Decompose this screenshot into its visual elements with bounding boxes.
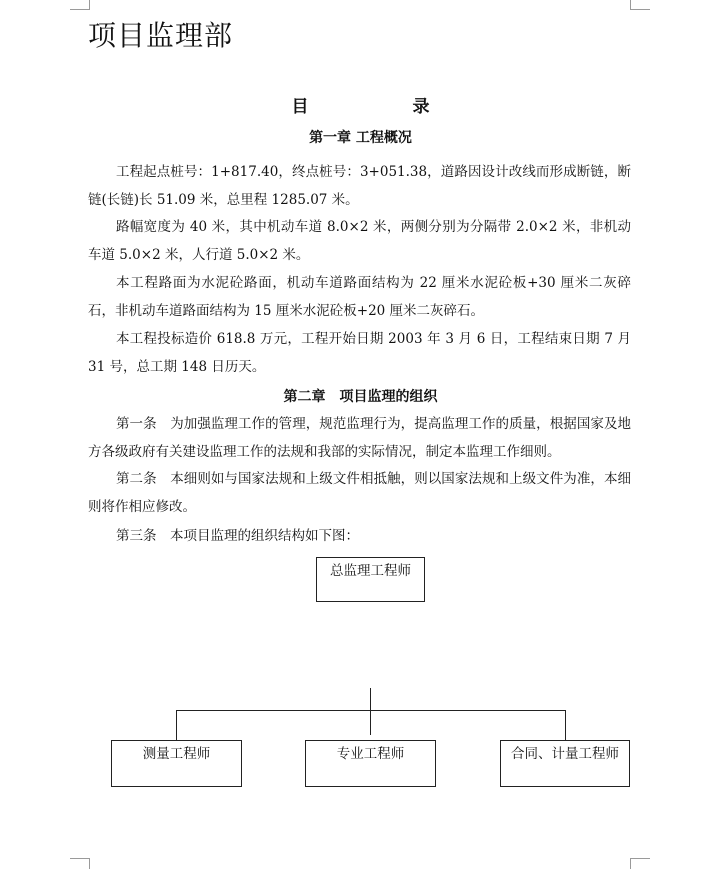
org-connector-left bbox=[176, 710, 177, 740]
paragraph-pavement: 本工程路面为水泥砼路面，机动车道路面结构为 22 厘米水泥砼板+30 厘米二灰碎石，非机动车道路面结构为 15 厘米水泥砼板+20 厘米二灰碎石。 bbox=[88, 275, 631, 319]
page-header-title: 项目监理部 bbox=[88, 19, 234, 52]
paragraph-cost-schedule: 本工程投标造价 618.8 万元，工程开始日期 2003 年 3 月 6 日，工程结束日期 7 月 31 号，总工期 148 日历天。 bbox=[88, 331, 631, 375]
toc-title bbox=[0, 92, 721, 117]
crop-mark-top-right-h bbox=[630, 9, 650, 10]
article-2: 第二条 本细则如与国家法规和上级文件相抵触，则以国家法规和上级文件为准，本细则将作相应修改。 bbox=[88, 471, 631, 515]
crop-mark-top-left-h bbox=[70, 9, 90, 10]
chapter-1-title: 第一章 工程概况 bbox=[309, 130, 412, 146]
article-3: 第三条 本项目监理的组织结构如下图： bbox=[116, 528, 359, 544]
org-connector-horizontal bbox=[176, 710, 566, 711]
chapter-2-title: 第二章 项目监理的组织 bbox=[283, 389, 438, 405]
article-1: 第一条 为加强监理工作的管理，规范监理行为，提高监理工作的质量，根据国家及地方各级政府有关建设监理工作的法规和我部的实际情况，制定本监理工作细则。 bbox=[88, 416, 631, 460]
org-box-specialty-engineer: 专业工程师 bbox=[305, 740, 436, 787]
toc-title-right: 录 bbox=[412, 97, 430, 117]
org-connector-right bbox=[565, 710, 566, 740]
org-box-survey-engineer: 测量工程师 bbox=[111, 740, 242, 787]
org-connector-trunk bbox=[370, 688, 371, 735]
org-box-chief-engineer: 总监理工程师 bbox=[316, 557, 425, 602]
org-box-contract-engineer: 合同、计量工程师 bbox=[500, 740, 630, 787]
crop-mark-bottom-right-h bbox=[630, 858, 650, 859]
crop-mark-bottom-right-v bbox=[630, 858, 631, 869]
toc-title-left: 目 bbox=[291, 97, 309, 117]
crop-mark-bottom-left-h bbox=[70, 858, 90, 859]
crop-mark-bottom-left-v bbox=[89, 858, 90, 869]
paragraph-road-width: 路幅宽度为 40 米，其中机动车道 8.0×2 米，两侧分别为分隔带 2.0×2 米，非机动车道 5.0×2 米，人行道 5.0×2 米。 bbox=[88, 219, 631, 263]
paragraph-start-station: 工程起点桩号：1+817.40，终点桩号：3+051.38，道路因设计改线而形成断链，断链(长链)长 51.09 米，总里程 1285.07 米。 bbox=[88, 164, 631, 208]
